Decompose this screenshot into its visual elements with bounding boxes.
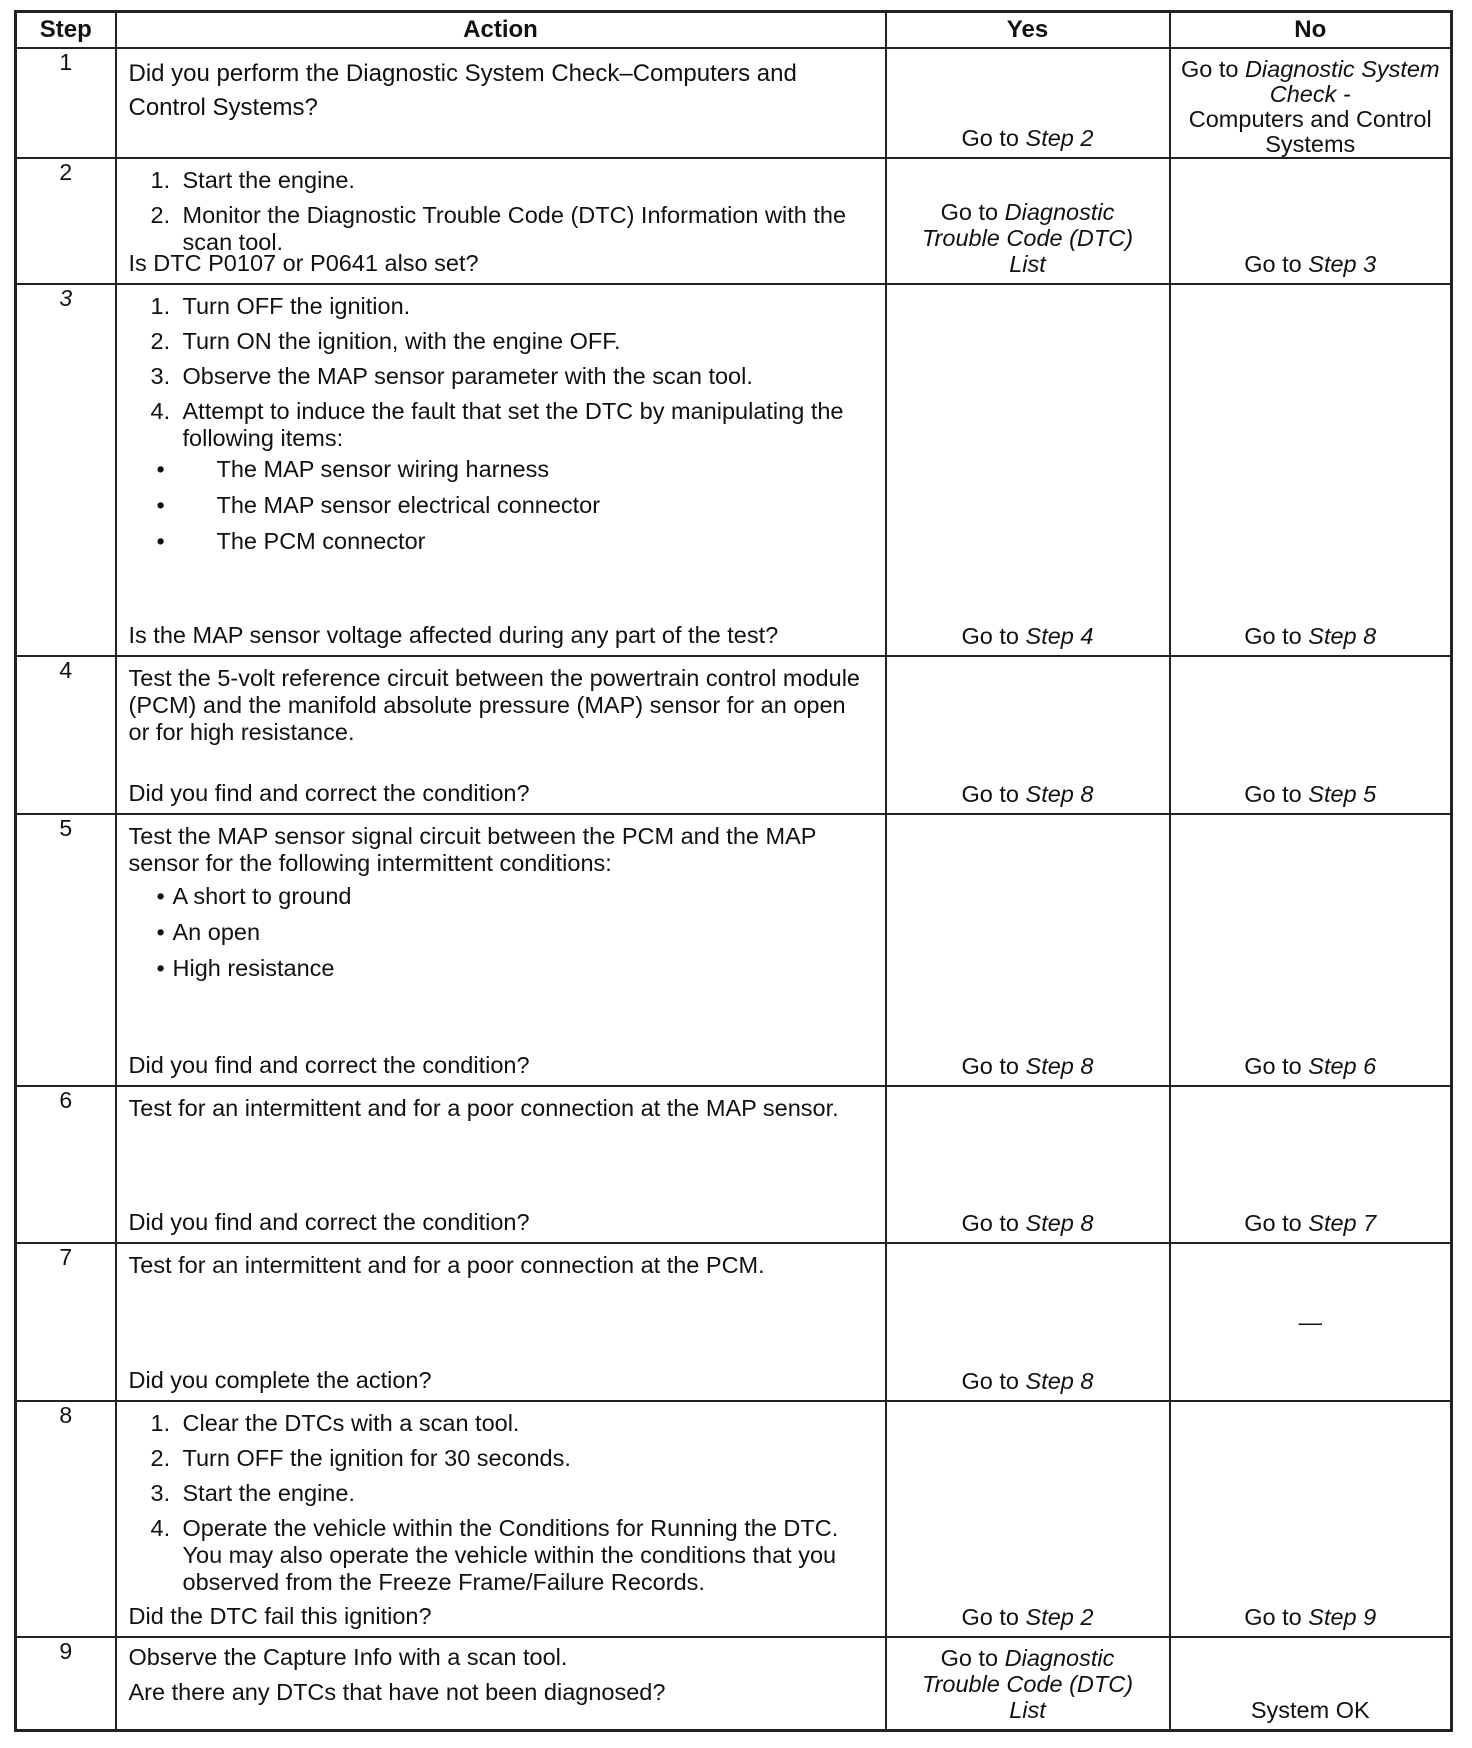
yes-prefix: Go to [961,1603,1026,1630]
step-number: 7 [16,1243,116,1401]
list-item: • High resistance [129,955,873,982]
header-row [16,12,1452,49]
list-item: 3. Observe the MAP sensor parameter with the scan tool. [150,362,753,389]
no-cell [1170,814,1452,1086]
yes-target: Diagnostic Trouble Code (DTC) List [921,198,1134,277]
yes-prefix: Go to [940,198,1005,225]
no-target: Step 7 [1308,1210,1377,1237]
action-text: Test for an intermittent and for a poor connection at the MAP sensor. [128,1094,839,1121]
header-yes: Yes [886,12,1170,49]
list-item: 1. Clear the DTCs with a scan tool. [150,1409,520,1436]
action-cell [116,48,886,158]
table-row [16,158,1452,284]
no-target: Diagnostic System Check - [1244,56,1440,107]
list-item: 2. Turn OFF the ignition for 30 seconds. [150,1444,571,1471]
list-item: 2. Turn ON the ignition, with the engine OFF. [150,327,621,354]
action-cell [116,814,886,1086]
table-row [16,1401,1452,1637]
yes-cell [886,1086,1170,1244]
step-number: 1 [16,48,116,158]
yes-cell [886,1637,1170,1731]
table-row [16,48,1452,158]
header-action: Action [116,12,886,49]
yes-cell [886,48,1170,158]
no-target: Step 6 [1308,1052,1377,1079]
yes-cell [886,656,1170,814]
no-target: Step 5 [1308,780,1377,807]
step-number: 9 [16,1637,116,1731]
action-steps [129,293,873,555]
yes-target: Step 8 [1025,1052,1094,1079]
yes-prefix: Go to [961,1052,1026,1079]
list-item: 4. Operate the vehicle within the Conditions for Running the DTC. You may also operate the vehicle within the conditions that you observed from the Freeze Frame/Failure Records. [150,1514,839,1595]
list-item: 1. Start the engine. [150,166,355,193]
list-item: • The MAP sensor wiring harness [129,456,873,483]
yes-target: Diagnostic Trouble Code (DTC) List [921,1645,1134,1723]
action-cell [116,158,886,284]
table-row [16,656,1452,814]
step-number: 6 [16,1086,116,1244]
no-prefix: Go to [1244,1052,1309,1079]
list-item: 4. Attempt to induce the fault that set the DTC by manipulating the following items: • The MAP sensor wiring harness • The MAP sensor electrical connector • The PCM connector [129,398,873,555]
yes-cell [886,158,1170,284]
action-question: Is the MAP sensor voltage affected during any part of the test? [128,622,779,649]
action-cell [116,656,886,814]
yes-prefix: Go to [940,1645,1005,1671]
yes-target: Step 8 [1025,1367,1094,1394]
action-steps [129,167,873,256]
yes-prefix: Go to [961,124,1026,151]
no-prefix: Go to [1244,250,1309,277]
action-question: Are there any DTCs that have not been diagnosed? [128,1678,666,1705]
no-prefix: Go to [1244,1210,1309,1237]
yes-cell [886,1401,1170,1637]
yes-prefix: Go to [961,1210,1026,1237]
action-steps [129,1410,873,1596]
action-cell [116,1243,886,1401]
action-question: Did the DTC fail this ignition? [128,1602,432,1629]
table-row [16,1243,1452,1401]
action-question: Did you find and correct the condition? [128,779,530,806]
header-step: Step [16,12,116,49]
diagnostic-table [14,10,1453,1732]
action-cell [116,284,886,656]
list-item: 3. Start the engine. [150,1479,355,1506]
yes-target: Step 8 [1025,780,1094,807]
action-bullets [129,456,873,555]
no-cell [1170,1086,1452,1244]
no-cell [1170,1637,1452,1731]
action-question: Did you complete the action? [128,1366,432,1393]
list-item: • An open [129,919,873,946]
yes-target: Step 4 [1025,623,1094,650]
action-text: Did you perform the Diagnostic System Check–Computers and Control Systems? [128,60,797,121]
step-number: 8 [16,1401,116,1637]
yes-cell [886,1243,1170,1401]
header-no: No [1170,12,1452,49]
action-question: Did you find and correct the condition? [128,1051,530,1078]
no-prefix: Go to [1244,623,1309,650]
no-cell [1170,48,1452,158]
table-row [16,1637,1452,1731]
no-cell [1170,1401,1452,1637]
action-cell [116,1637,886,1731]
no-prefix: Go to [1180,56,1245,82]
no-text: System OK [1250,1697,1370,1723]
action-question: Did you find and correct the condition? [128,1209,530,1236]
action-text: Observe the Capture Info with a scan tool. [128,1643,568,1670]
list-item: 2. Monitor the Diagnostic Trouble Code (DTC) Information with the scan tool. [150,201,847,255]
step-number: 5 [16,814,116,1086]
no-target: Step 8 [1308,623,1377,650]
action-text: Test the MAP sensor signal circuit between the PCM and the MAP sensor for the following intermittent conditions: [128,822,817,876]
yes-prefix: Go to [961,1367,1026,1394]
yes-target: Step 8 [1025,1210,1094,1237]
action-bullets [129,883,873,982]
action-cell [116,1401,886,1637]
list-item: • The PCM connector [129,528,873,555]
no-cell [1170,656,1452,814]
yes-target: Step 2 [1025,124,1094,151]
table-row [16,814,1452,1086]
list-item: • A short to ground [129,883,873,910]
action-question: Is DTC P0107 or P0641 also set? [128,249,479,276]
yes-cell [886,814,1170,1086]
yes-prefix: Go to [961,623,1026,650]
step-number: 2 [16,158,116,284]
yes-prefix: Go to [961,780,1026,807]
list-item: • The MAP sensor electrical connector [129,492,873,519]
no-target: Step 9 [1308,1603,1377,1630]
no-cell [1170,1243,1452,1401]
no-cell [1170,158,1452,284]
table-row [16,284,1452,656]
no-prefix: Go to [1244,780,1309,807]
action-text: Test the 5-volt reference circuit between the powertrain control module (PCM) and the manifold absolute pressure (MAP) sensor for an open or for high resistance. [128,665,860,746]
action-text: Test for an intermittent and for a poor connection at the PCM. [128,1252,765,1279]
no-dash: — [1298,1309,1322,1336]
no-target-rest: Computers and Control Systems [1188,106,1432,157]
table-row [16,1086,1452,1244]
step-number: 3 [16,284,116,656]
yes-target: Step 2 [1025,1603,1094,1630]
no-target: Step 3 [1308,250,1377,277]
yes-cell [886,284,1170,656]
action-cell [116,1086,886,1244]
no-cell [1170,284,1452,656]
no-prefix: Go to [1244,1603,1309,1630]
list-item: 1. Turn OFF the ignition. [150,292,411,319]
step-number: 4 [16,656,116,814]
